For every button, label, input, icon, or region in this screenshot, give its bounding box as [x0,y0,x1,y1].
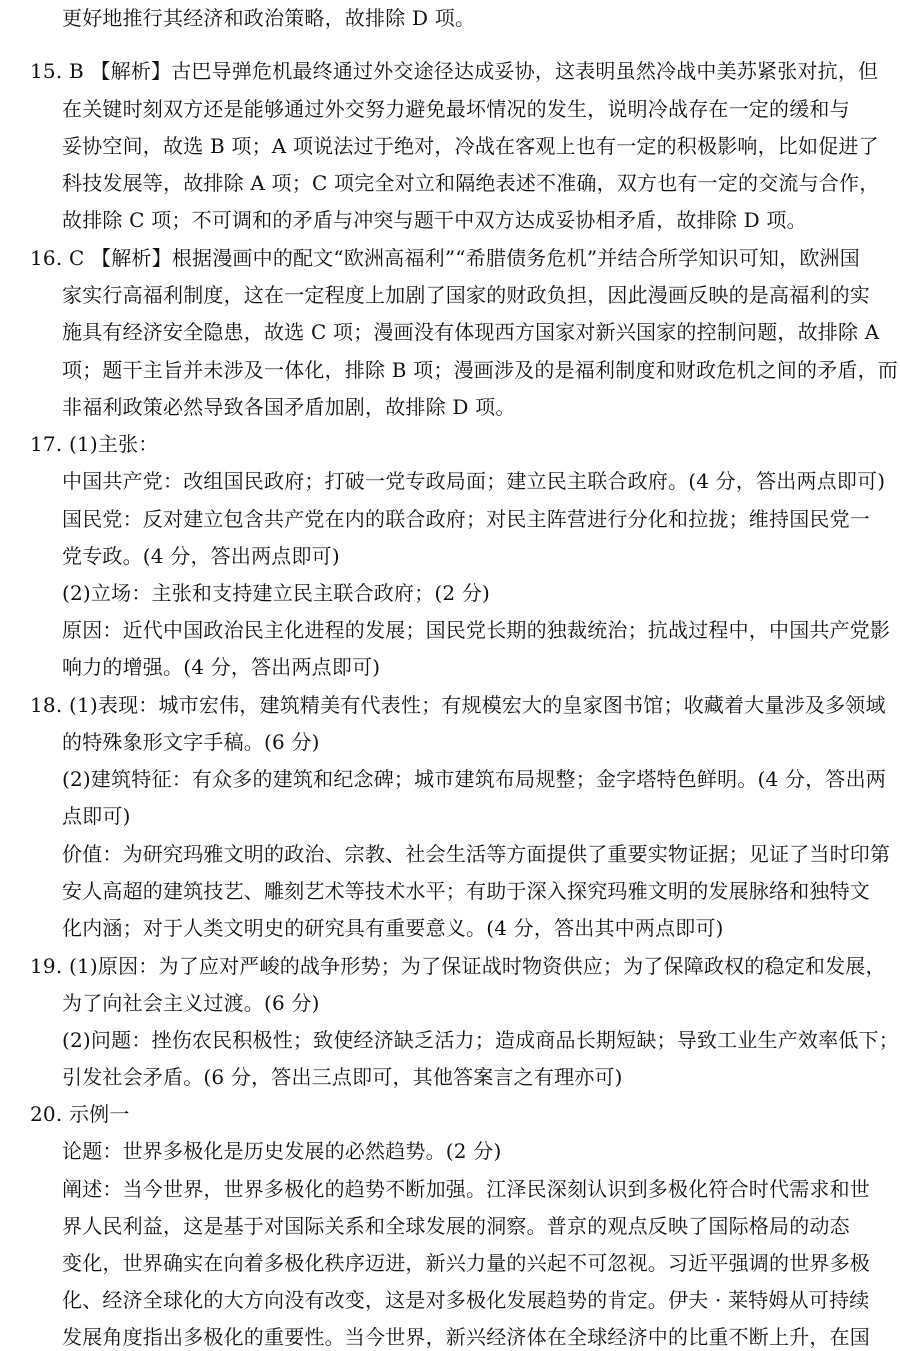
text-line: 18. (1)表现：城市宏伟，建筑精美有代表性；有规模宏大的皇家图书馆；收藏着大量涉及多领域 [30,693,886,717]
text-line: 非福利政策必然导致各国矛盾加剧，故排除 D 项。 [62,395,516,419]
text-line: 15. B 【解析】古巴导弹危机最终通过外交途径达成妥协，这表明虽然冷战中美苏紧张对抗，但 [30,59,879,83]
text-line: 化、经济全球化的大方向没有改变，这是对多极化发展趋势的肯定。伊夫 · 莱特姆从可持续 [62,1288,870,1312]
text-line: 国民党：反对建立包含共产党在内的联合政府；对民主阵营进行分化和拉拢；维持国民党一 [62,507,870,531]
text-line: 发展角度指出多极化的重要性。当今世界，新兴经济体在全球经济中的比重不断上升，在国 [62,1325,870,1349]
text-line: (2)立场：主张和支持建立民主联合政府；(2 分) [62,581,491,605]
text-line: 16. C 【解析】根据漫画中的配文“欧洲高福利”“希腊债务危机”并结合所学知识可知，欧洲国 [30,246,860,270]
text-line: 党专政。(4 分，答出两点即可) [62,544,340,568]
text-line: 在关键时刻双方还是能够通过外交努力避免最坏情况的发生，说明冷战存在一定的缓和与 [62,97,850,121]
text-line: 20. 示例一 [30,1102,130,1126]
text-line: 施具有经济安全隐患，故选 C 项；漫画没有体现西方国家对新兴国家的控制问题，故排除 A [62,320,880,344]
text-line: 为了向社会主义过渡。(6 分) [62,991,320,1015]
text-line: 界人民利益，这是基于对国际关系和全球发展的洞察。普京的观点反映了国际格局的动态 [62,1214,850,1238]
text-line: 更好地推行其经济和政治策略，故排除 D 项。 [62,6,476,30]
text-line: (2)问题：挫伤农民积极性；致使经济缺乏活力；造成商品长期短缺；导致工业生产效率低下； [62,1028,899,1052]
text-line: 响力的增强。(4 分，答出两点即可) [62,655,381,679]
text-line: 的特殊象形文字手稿。(6 分) [62,730,320,754]
text-line: 科技发展等，故排除 A 项；C 项完全对立和隔绝表述不准确，双方也有一定的交流与合作， [62,171,880,195]
text-line: 点即可) [62,804,131,828]
text-line: 原因：近代中国政治民主化进程的发展；国民党长期的独裁统治；抗战过程中，中国共产党影 [62,618,891,642]
text-line: 引发社会矛盾。(6 分，答出三点即可，其他答案言之有理亦可) [62,1065,623,1089]
text-line: 阐述：当今世界，世界多极化的趋势不断加强。江泽民深刻认识到多极化符合时代需求和世 [62,1177,870,1201]
text-line: 化内涵；对于人类文明史的研究具有重要意义。(4 分，答出其中两点即可) [62,916,724,940]
text-line: (2)建筑特征：有众多的建筑和纪念碑；城市建筑布局规整；金字塔特色鲜明。(4 分，答出两 [62,767,887,791]
text-line: 中国共产党：改组国民政府；打破一党专政局面；建立民主联合政府。(4 分，答出两点即可) [62,469,886,493]
text-line: 家实行高福利制度，这在一定程度上加剧了国家的财政负担，因此漫画反映的是高福利的实 [62,283,870,307]
text-line: 故排除 C 项；不可调和的矛盾与冲突与题干中双方达成妥协相矛盾，故排除 D 项。 [62,208,807,232]
text-line: 论题：世界多极化是历史发展的必然趋势。(2 分) [62,1139,502,1163]
text-line: 价值：为研究玛雅文明的政治、宗教、社会生活等方面提供了重要实物证据；见证了当时印第 [62,842,891,866]
text-line: 19. (1)原因：为了应对严峻的战争形势；为了保证战时物资供应；为了保障政权的稳定和发展， [30,954,886,978]
text-line: 项；题干主旨并未涉及一体化，排除 B 项；漫画涉及的是福利制度和财政危机之间的矛盾，而 [62,358,899,382]
text-line: 安人高超的建筑技艺、雕刻艺术等技术水平；有助于深入探究玛雅文明的发展脉络和独特文 [62,879,870,903]
text-line: 变化，世界确实在向着多极化秩序迈进，新兴力量的兴起不可忽视。习近平强调的世界多极 [62,1251,870,1275]
text-line: 妥协空间，故选 B 项；A 项说法过于绝对，冷战在客观上也有一定的积极影响，比如促进了 [62,134,879,158]
text-line: 17. (1)主张： [30,432,159,456]
